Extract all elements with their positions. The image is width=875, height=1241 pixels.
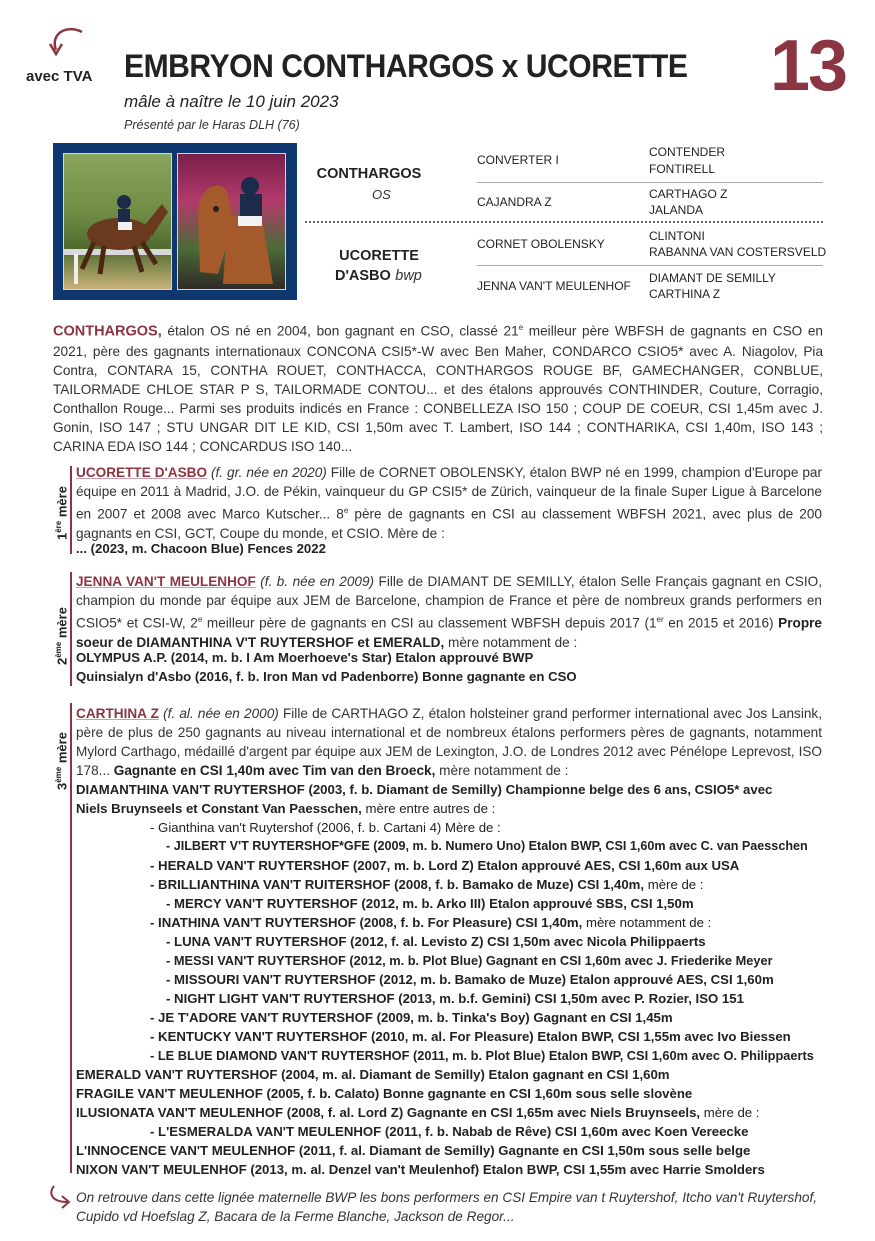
mere1-text: père de gagnants en CSI au classement WBFSH 2021, avec plus de 200 gagnants en CSI, GCT, Coupe du monde, et CSIO. Mère de : [76, 506, 822, 541]
mere1-sup: e [343, 506, 349, 515]
mere3-label: 3ème mère [54, 732, 70, 790]
mere1-bracket [70, 466, 72, 554]
footer-note: On retrouve dans cette lignée maternelle BWP les bons performers en CSI Empire van t Ruytershof, Itcho van't Ruytershof, Cupido vd Hoefslag Z, Bacara de la Ferme Blanche, Jackson de Regor... [76, 1190, 818, 1224]
mere3-line-20: L'INNOCENCE VAN'T MEULENHOF (2011, f. al. Diamant de Semilly) Gagnante en CSI 1,50m sous selle belge [76, 1143, 751, 1158]
mere3-line-9: - LUNA VAN'T RUYTERSHOF (2012, f. al. Levisto Z) CSI 1,50m avec Nicola Philippaerts [166, 934, 706, 949]
mere1-text: Fille de CORNET OBOLENSKY, étalon BWP né en 1999, champion d'Europe par équipe en 2011 à Madrid, J.O. de Pékin, vainqueur du GP CSI5* de Zürich, vainqueur de la finale Super Ligue à Barcelone en 2007 et 2008 avec Marco Kutscher... 8 [76, 465, 822, 522]
pedigree-dam-line2-wrap [335, 267, 422, 285]
pedigree-sire: CONTHARGOS [316, 166, 422, 182]
sire-sup: e [518, 323, 524, 332]
pedigree-gp-3: CORNET OBOLENSKY [477, 237, 605, 251]
mere2-bracket [70, 572, 72, 686]
pedigree-line [477, 265, 823, 266]
mere2-bold: Propre soeur de DIAMANTHINA V'T RUYTERSHOF et EMERALD, [76, 615, 822, 650]
mere2-label: 2ème mère [54, 607, 70, 665]
curved-arrow-icon [48, 1184, 72, 1210]
pedigree-gp-1: CONVERTER I [477, 153, 559, 167]
pedigree-dam-line2: D'ASBO [335, 268, 391, 284]
mere3-description [76, 704, 822, 780]
mere3-line-15: - LE BLUE DIAMOND VAN'T RUYTERSHOF (2011, m. b. Plot Blue) Etalon BWP, CSI 1,60m avec O. Philippaerts [150, 1048, 814, 1063]
page-title: EMBRYON CONTHARGOS x UCORETTE [124, 48, 688, 84]
mere2-sup: e [197, 615, 203, 624]
mere3-line-21: NIXON VAN'T MEULENHOF (2013, m. al. Denzel van't Meulenhof) Etalon BWP, CSI 1,55m avec Harrie Smolders [76, 1162, 765, 1177]
mere2-text: mère notamment de : [444, 634, 578, 650]
mere1-name: UCORETTE D'ASBO [76, 465, 208, 480]
pedigree-ggp-7: DIAMANT DE SEMILLY [649, 271, 776, 285]
mere3-line-17: FRAGILE VAN'T MEULENHOF (2005, f. b. Calato) Bonne gagnante en CSI 1,60m sous selle slovène [76, 1086, 693, 1101]
mere3-info: (f. al. née en 2000) [158, 706, 279, 721]
mere2-name: JENNA VAN'T MEULENHOF [76, 574, 256, 589]
mere3-line-5: - HERALD VAN'T RUYTERSHOF (2007, m. b. Lord Z) Etalon approuvé AES, CSI 1,60m aux USA [150, 858, 740, 873]
curved-arrow-icon [48, 22, 88, 62]
mere3-line-8: - INATHINA VAN'T RUYTERSHOF (2008, f. b. For Pleasure) CSI 1,40m, mère notamment de : [150, 915, 712, 930]
pedigree-divider [305, 221, 823, 223]
mere3-line-14: - KENTUCKY VAN'T RUYTERSHOF (2010, m. al. For Pleasure) Etalon BWP, CSI 1,55m avec Ivo Biessen [150, 1029, 791, 1044]
mere3-line-4: - JILBERT V'T RUYTERSHOF*GFE (2009, m. b. Numero Uno) Etalon BWP, CSI 1,60m avec C. van Paesschen [166, 839, 808, 853]
mere1-label: 1ère mère [54, 486, 70, 540]
tva-label: avec TVA [26, 68, 93, 85]
pedigree-ggp-8: CARTHINA Z [649, 287, 721, 301]
mere2-product-1: OLYMPUS A.P. (2014, m. b. I Am Moerhoeve's Star) Etalon approuvé BWP [76, 650, 534, 665]
pedigree-ggp-4: JALANDA [649, 203, 704, 217]
mere2-description [76, 572, 822, 652]
pedigree-ggp-3: CARTHAGO Z [649, 187, 728, 201]
subtitle: mâle à naître le 10 juin 2023 [124, 92, 339, 111]
mere3-line-1: DIAMANTHINA VAN'T RUYTERSHOF (2003, f. b. Diamant de Semilly) Championne belge des 6 ans, CSIO5* avec [76, 782, 773, 797]
mere3-text: mère notamment de : [435, 763, 569, 778]
mere3-line-3: - Gianthina van't Ruytershof (2006, f. b. Cartani 4) Mère de : [150, 820, 501, 835]
mere3-bracket [70, 703, 72, 1173]
presented-by: Présenté par le Haras DLH (76) [124, 118, 300, 132]
mere2-info: (f. b. née en 2009) [255, 574, 375, 589]
pedigree-dam-studbook: bwp [395, 268, 422, 284]
mere2-text: Fille de DIAMANT DE SEMILLY, étalon Selle Français gagnant en CSIO, champion du monde par équipe aux JEM de Barcelone, champion de France et père de nombreux grands performers en CSIO5* et CSI-W, 2 [76, 574, 822, 631]
pedigree-ggp-2: FONTIRELL [649, 162, 716, 176]
mere2-sup: er [656, 615, 664, 624]
pedigree-sire-studbook: OS [372, 187, 391, 202]
sire-name: CONTHARGOS, [53, 323, 162, 340]
dam-photo [177, 153, 286, 290]
pedigree-gp-4: JENNA VAN'T MEULENHOF [477, 279, 631, 293]
mere3-line-18: ILUSIONATA VAN'T MEULENHOF (2008, f. al. Lord Z) Gagnante en CSI 1,65m avec Niels Bruynseels, mère de : [76, 1105, 760, 1120]
mere2-text: meilleur père de gagnants en CSI au classement WBFSH depuis 2017 (1 [202, 615, 657, 631]
sire-text: étalon OS né en 2004, bon gagnant en CSO, classé 21 [161, 323, 519, 339]
pedigree-ggp-6: RABANNA VAN COSTERSVELD [649, 245, 827, 259]
sire-photo [63, 153, 172, 290]
mere3-line-10: - MESSI VAN'T RUYTERSHOF (2012, m. b. Plot Blue) Gagnant en CSI 1,60m avec J. Friederike Meyer [166, 953, 773, 968]
pedigree-ggp-5: CLINTONI [649, 229, 705, 243]
mere3-name: CARTHINA Z [76, 706, 159, 721]
sire-description [53, 318, 823, 456]
mere2-product-2: Quinsialyn d'Asbo (2016, f. b. Iron Man vd Padenborre) Bonne gagnante en CSO [76, 669, 577, 684]
sire-text: meilleur père WBFSH de gagnants en CSO en 2021, père des gagnants internationaux CONCONA CSI5*-W avec Ben Maher, CONDARCO CSIO5* avec A. Niagolov, Pia Contra, CONTARA 15, CONTHA ROUET, CONTHACCA, CONTHARGOS ROUGE BF, GAMECHANGER, CONBLUE, TAILORMADE CHLOE STAR P S, TAILORMADE CONTOU... et des étalons approuvés CONTHINDER, Couture, Corragio, Conthallon Rouge... Parmi ses produits indicés en France : CONBELLEZA ISO 150 ; COUP DE COEUR, CSI 1,45m avec J. Gonin, ISO 147 ; STU UNGAR DIT LE KID, CSI 1,50m avec T. Lambert, ISO 144 ; CONTHARIKA, CSI 1,40m, ISO 143 ; CARINA EDA ISO 144 ; CONCARDUS ISO 140... [53, 323, 823, 454]
mere3-line-16: EMERALD VAN'T RUYTERSHOF (2004, m. al. Diamant de Semilly) Etalon gagnant en CSI 1,60m [76, 1067, 670, 1082]
mere1-description [76, 463, 822, 543]
mere3-line-2: Niels Bruynseels et Constant Van Paesschen, mère entre autres de : [76, 801, 496, 816]
horse-rider-icon [64, 154, 172, 290]
horse-rider-icon [178, 154, 286, 290]
horse-photos [53, 143, 297, 300]
mere2-text: en 2015 et 2016) [663, 615, 779, 631]
mere3-line-19: - L'ESMERALDA VAN'T MEULENHOF (2011, f. b. Nabab de Rêve) CSI 1,60m avec Koen Vereecke [150, 1124, 749, 1139]
mere3-text: Fille de CARTHAGO Z, étalon holsteiner grand performer international avec Jos Lansink, père de plus de 250 gagnants au niveau international et de nombreux étalons performers pères de gagnants, notamment Mylord Carthago, médaillé d'argent par équipe aux JEM de Lexington, J.O. de Londres 2012 avec Pénélope Leprevost, ISO 178... [76, 706, 822, 778]
mere1-product: ... (2023, m. Chacoon Blue) Fences 2022 [76, 541, 326, 556]
pedigree-dam-line1: UCORETTE [339, 248, 419, 264]
lot-number: 13 [770, 26, 847, 106]
mere3-line-12: - NIGHT LIGHT VAN'T RUYTERSHOF (2013, m. b.f. Gemini) CSI 1,50m avec P. Rozier, ISO 151 [166, 991, 744, 1006]
pedigree-gp-2: CAJANDRA Z [477, 195, 552, 209]
mere3-line-13: - JE T'ADORE VAN'T RUYTERSHOF (2009, m. b. Tinka's Boy) Gagnant en CSI 1,45m [150, 1010, 673, 1025]
mere3-bold: Gagnante en CSI 1,40m avec Tim van den Broeck, [113, 763, 436, 778]
mere3-line-6: - BRILLIANTHINA VAN'T RUITERSHOF (2008, f. b. Bamako de Muze) CSI 1,40m, mère de : [150, 877, 704, 892]
mere1-info: (f. gr. née en 2020) [207, 465, 327, 480]
pedigree-line [477, 182, 823, 183]
mere3-line-11: - MISSOURI VAN'T RUYTERSHOF (2012, m. b. Bamako de Muze) Etalon approuvé AES, CSI 1,60m [166, 972, 774, 987]
pedigree-ggp-1: CONTENDER [649, 145, 726, 159]
mere3-line-7: - MERCY VAN'T RUYTERSHOF (2012, m. b. Arko III) Etalon approuvé SBS, CSI 1,50m [166, 896, 694, 911]
